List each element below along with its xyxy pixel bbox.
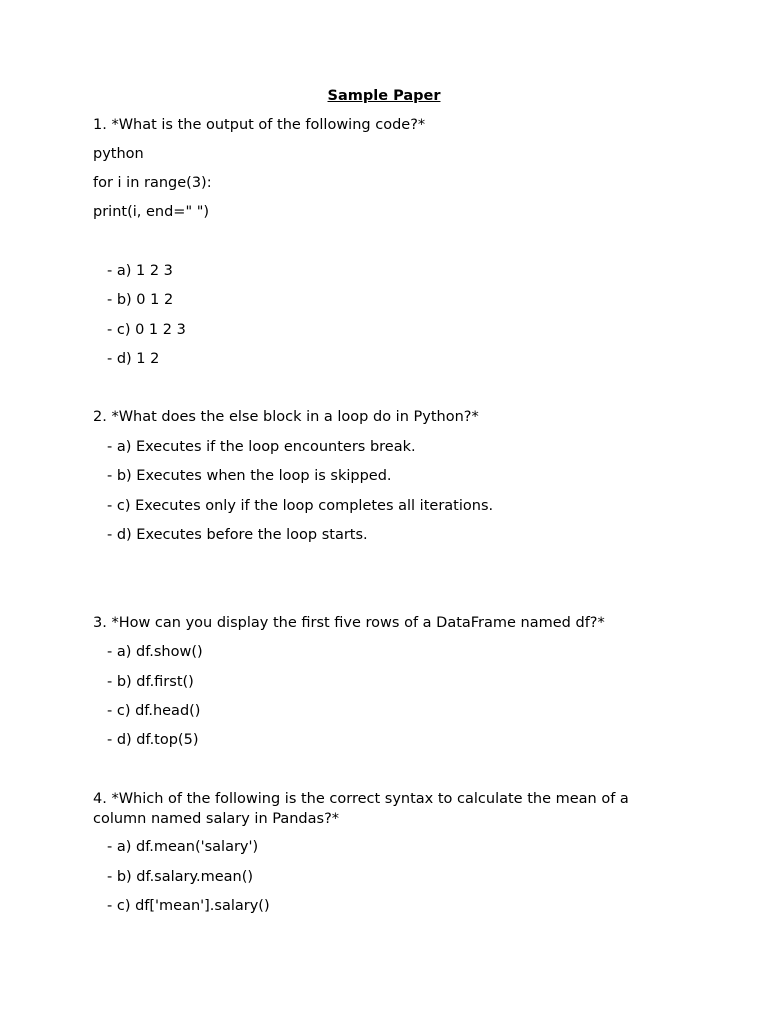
question-1-option-a: - a) 1 2 3	[107, 263, 173, 279]
question-1-option-c: - c) 0 1 2 3	[107, 322, 186, 338]
code-line: print(i, end=" ")	[93, 204, 210, 220]
question-1-option-d: - d) 1 2	[107, 351, 160, 367]
question-2-text: 2. *What does the else block in a loop do in Python?*	[93, 409, 479, 425]
page-title: Sample Paper	[327, 88, 441, 104]
question-2-option-d: - d) Executes before the loop starts.	[107, 527, 368, 543]
question-2-option-a: - a) Executes if the loop encounters break.	[107, 439, 416, 455]
question-4-option-c: - c) df['mean'].salary()	[107, 898, 270, 914]
question-4-text: 4. *Which of the following is the correct syntax to calculate the mean of a column named salary in Pandas?*	[93, 791, 629, 827]
question-3-option-a: - a) df.show()	[107, 644, 203, 660]
question-3-option-c: - c) df.head()	[107, 703, 201, 719]
question-1-option-b: - b) 0 1 2	[107, 292, 174, 308]
question-2-option-c: - c) Executes only if the loop completes all iterations.	[107, 498, 494, 514]
question-2-option-b: - b) Executes when the loop is skipped.	[107, 468, 392, 484]
question-4-option-b: - b) df.salary.mean()	[107, 869, 254, 885]
question-3-option-b: - b) df.first()	[107, 674, 194, 690]
question-3-text: 3. *How can you display the first five rows of a DataFrame named df?*	[93, 615, 605, 631]
question-1-text: 1. *What is the output of the following code?*	[93, 117, 426, 133]
code-line: for i in range(3):	[93, 175, 212, 191]
question-4-option-a: - a) df.mean('salary')	[107, 839, 259, 855]
code-line: python	[93, 146, 144, 162]
question-3-option-d: - d) df.top(5)	[107, 732, 199, 748]
